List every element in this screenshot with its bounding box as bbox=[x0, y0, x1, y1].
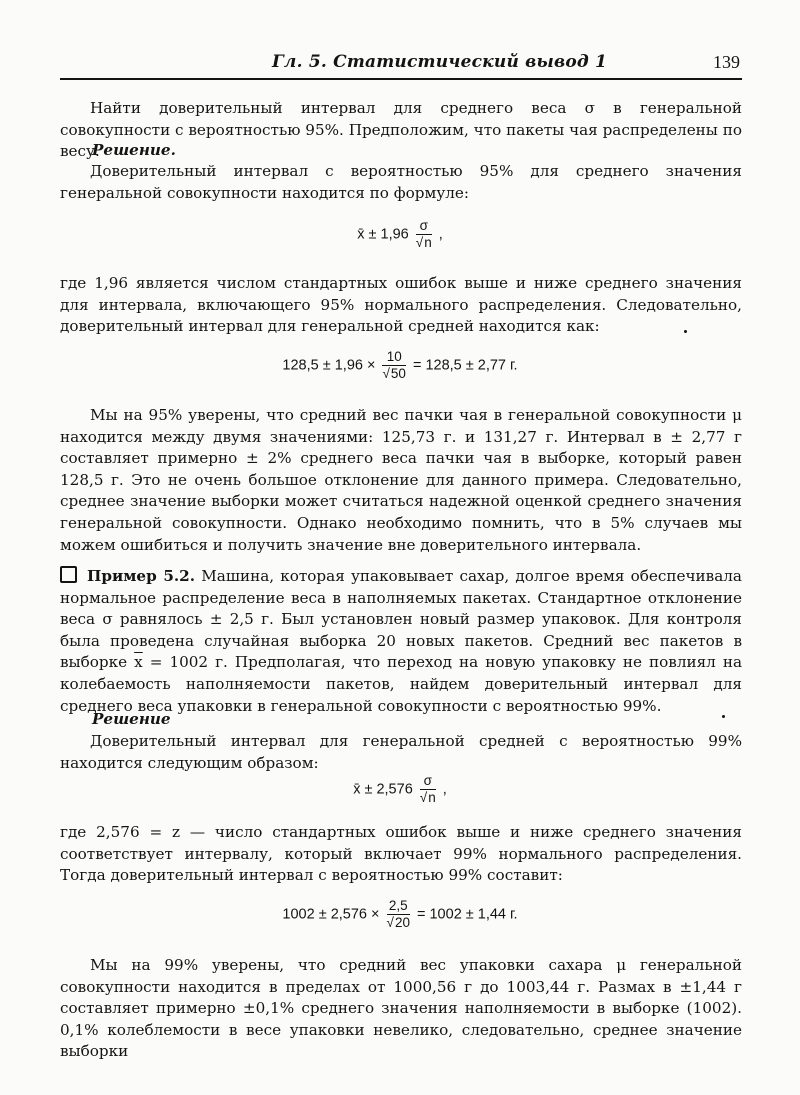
formula-right: , bbox=[442, 781, 447, 798]
formula-right: , bbox=[438, 226, 443, 243]
chapter-title: Гл. 5. Статистический вывод 1 bbox=[272, 52, 608, 72]
sqrt-sign: √ bbox=[382, 366, 390, 381]
formula-right: = 1002 ± 1,44 г. bbox=[417, 906, 518, 923]
example-text-a: Машина, которая упаковывает сахар, долгое время обеспечивала нормальное распределение веса в наполняемых пакетах. Стандартное отклонение веса σ равнялось ± 2,5 г. Был установлен новый размер упаковок. Для контроля была проведена случайная выборка 20 новых пакетов. Средний вес пакетов в выборке bbox=[60, 567, 742, 672]
scan-speck bbox=[722, 715, 725, 718]
solution-label: Решение. bbox=[92, 141, 176, 159]
paragraph-formula-intro-99: Доверительный интервал для генеральной средней с вероятностью 99% находится следующим образом: bbox=[60, 732, 742, 772]
formula-calculation-95 bbox=[0, 349, 800, 382]
paragraph-explanation-99: где 2,576 = z — число стандартных ошибок выше и ниже среднего значения соответствует интервалу, который включает 99% нормального распределения. Тогда доверительный интервал с вероятностью 99% составит: bbox=[60, 823, 742, 885]
paragraph-interpretation-99: Мы на 99% уверены, что средний вес упаковки сахара μ генеральной совокупности находится в пределах от 1000,56 г до 1003,44 г. Размах в ±1,44 г составляет примерно ±0,1% среднего значения наполняемости в выборке (1002). 0,1% колеблемости в весе упаковки невелико, следовательно, среднее значение выборки bbox=[60, 956, 742, 1061]
paragraph-task: Найти доверительный интервал для среднего веса σ в генеральной совокупности с вероятностью 95%. Предположим, что пакеты чая распределены по весу. bbox=[60, 99, 742, 161]
formula-confidence-95 bbox=[0, 218, 800, 251]
sqrt-sign: √ bbox=[419, 790, 428, 805]
formula-left: 128,5 ± 1,96 × bbox=[282, 357, 376, 374]
fraction bbox=[382, 349, 405, 382]
page-number: 139 bbox=[713, 52, 740, 72]
fraction bbox=[387, 898, 410, 931]
scan-speck bbox=[684, 330, 687, 333]
sqrt-sign: √ bbox=[386, 915, 394, 930]
fraction-numerator: σ bbox=[420, 773, 436, 790]
sqrt-radicand: 20 bbox=[394, 915, 410, 930]
xbar-symbol: $\overline{x}$ bbox=[134, 653, 143, 672]
formula-left: 1002 ± 2,576 × bbox=[282, 906, 380, 923]
fraction bbox=[416, 218, 432, 251]
example-square-icon bbox=[60, 566, 77, 583]
fraction-numerator: 2,5 bbox=[387, 898, 410, 915]
fraction-numerator: σ bbox=[416, 218, 432, 235]
paragraph-interpretation: Мы на 95% уверены, что средний вес пачки чая в генеральной совокупности μ находится между двумя значениями: 125,73 г. и 131,27 г. Интервал в ± 2,77 г составляет примерно ± 2% среднего веса пачки чая в выборке, который равен 128,5 г. Это не очень большое отклонение для данного примера. Следовательно, среднее значение выборки может считаться надежной оценкой среднего значения генеральной совокупности. Однако необходимо помнить, что в 5% случаев мы можем ошибиться и получить значение вне доверительного интервала. bbox=[60, 406, 742, 554]
formula-left: x̄ ± 1,96 bbox=[357, 226, 409, 243]
formula-left: x̄ ± 2,576 bbox=[353, 781, 413, 798]
formula-right: = 128,5 ± 2,77 г. bbox=[412, 357, 518, 374]
paragraph-explanation: где 1,96 является числом стандартных ошибок выше и ниже среднего значения для интервала, включающего 95% нормального распределения. Следовательно, доверительный интервал для генеральной средней находится как: bbox=[60, 274, 742, 336]
fraction bbox=[420, 773, 436, 806]
solution-label: Решение bbox=[92, 710, 171, 728]
sqrt-radicand: n bbox=[424, 235, 432, 250]
fraction-denominator bbox=[416, 235, 432, 251]
sqrt-radicand: 50 bbox=[390, 366, 406, 381]
fraction-denominator bbox=[387, 915, 410, 931]
fraction-numerator: 10 bbox=[382, 349, 405, 366]
example-text-b: = 1002 г. Предполагая, что переход на новую упаковку не повлиял на колебаемость наполняемости пакетов, найдем доверительный интервал для среднего веса упаковки в генеральной совокупности с вероятностью 99%. bbox=[60, 653, 742, 715]
fraction-denominator bbox=[420, 790, 436, 806]
fraction-denominator bbox=[382, 366, 405, 382]
formula-confidence-99 bbox=[0, 773, 800, 806]
running-header bbox=[60, 52, 742, 80]
example-paragraph bbox=[60, 566, 742, 717]
formula-calculation-99 bbox=[0, 898, 800, 931]
sqrt-radicand: n bbox=[428, 790, 436, 805]
example-title: Пример 5.2. bbox=[87, 567, 196, 585]
paragraph-formula-intro: Доверительный интервал с вероятностью 95% для среднего значения генеральной совокупности находится по формуле: bbox=[60, 162, 742, 202]
sqrt-sign: √ bbox=[415, 235, 424, 250]
